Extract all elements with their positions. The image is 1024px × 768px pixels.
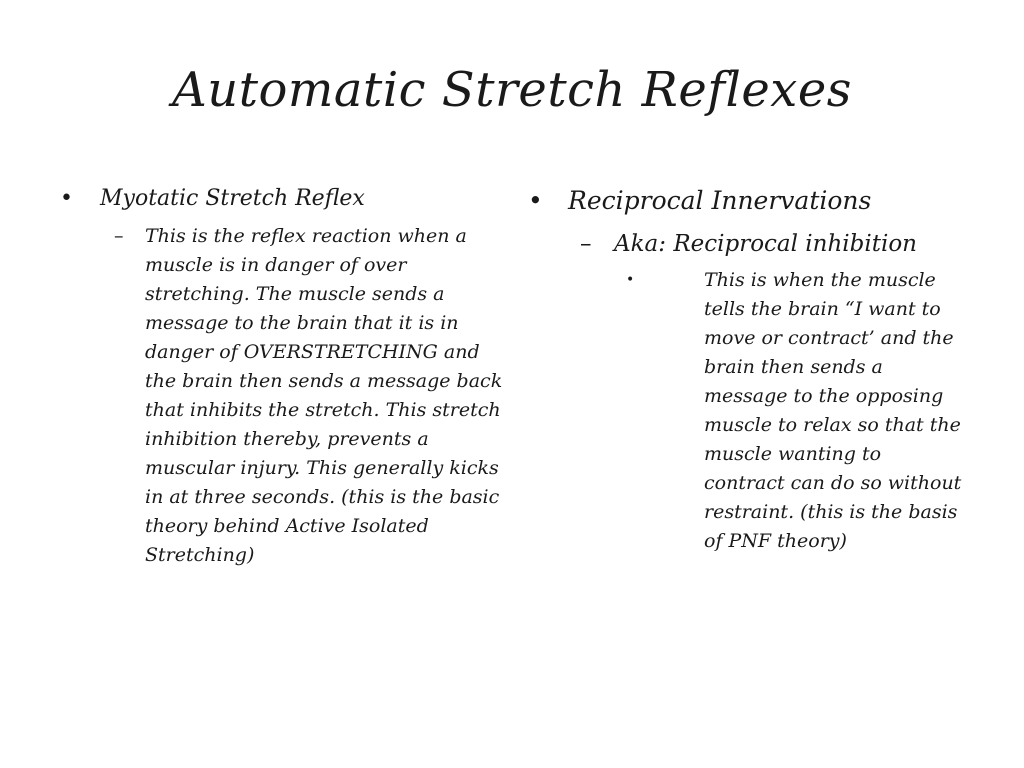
left-sub-item (58, 222, 503, 570)
right-sub-item (526, 228, 966, 556)
dash-icon: – (580, 231, 592, 257)
right-body-text: This is when the muscle tells the brain “I want to move or contract’ and the brain then sends a message to the opposing muscle to relax so that the muscle wanting to contract can do so without restraint. (this is the basis of PNF theory) (704, 269, 962, 552)
left-column (58, 182, 503, 570)
left-body-text: This is the reflex reaction when a muscle is in danger of over stretching. The muscle sends a message to the brain that it is in danger of OVERSTRETCHING and the brain then sends a message back that inhibits the stretch. This stretch inhibition thereby, prevents a muscular injury. This generally kicks in at three seconds. (this is the basic theory behind Active Isolated Stretching) (145, 225, 503, 566)
bullet-icon: • (60, 186, 73, 211)
right-column (526, 182, 966, 556)
right-bullet-item (526, 182, 966, 556)
right-subheading: Aka: Reciprocal inhibition (614, 231, 917, 257)
bullet-icon: • (626, 272, 635, 288)
left-heading: Myotatic Stretch Reflex (100, 186, 365, 211)
slide-title: Automatic Stretch Reflexes (172, 62, 852, 118)
right-sub-sub-item (572, 266, 966, 556)
bullet-icon: • (528, 186, 543, 215)
right-heading: Reciprocal Innervations (568, 186, 872, 215)
left-bullet-item (58, 182, 503, 570)
dash-icon: – (114, 225, 124, 247)
